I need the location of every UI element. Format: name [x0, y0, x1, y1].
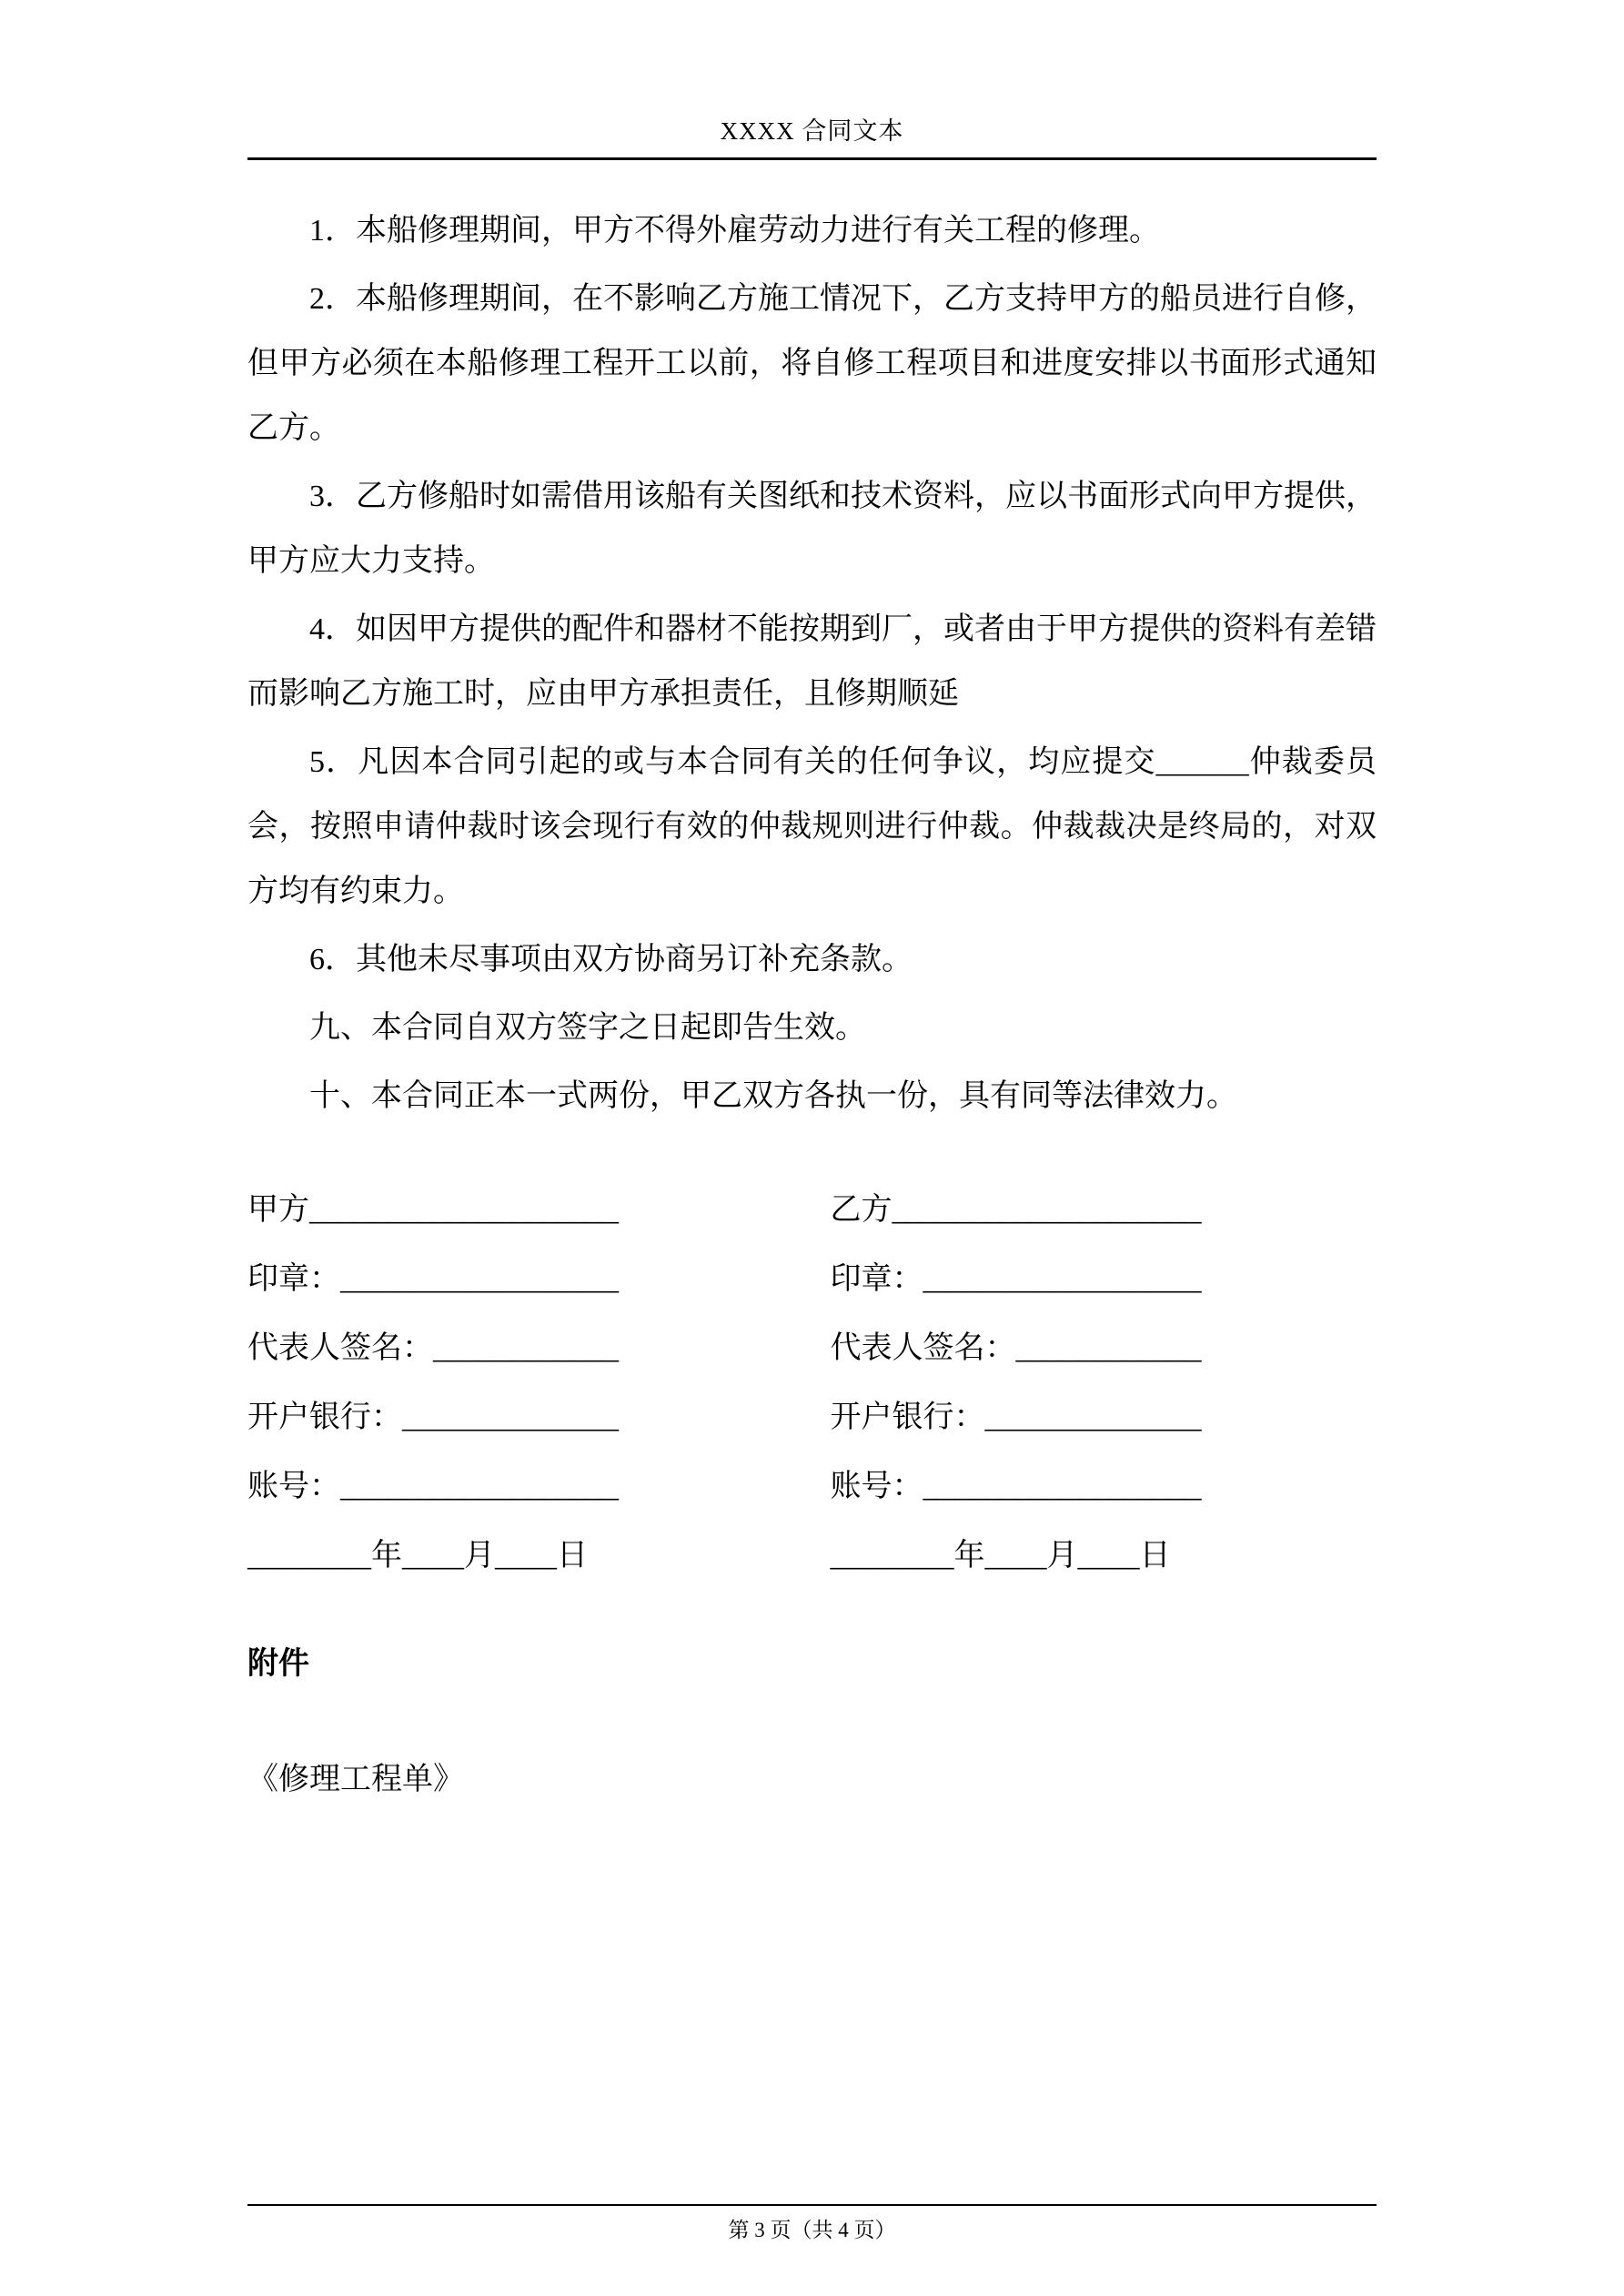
party-a-account-line: 账号：__________________: [247, 1470, 619, 1503]
attachment-item: 《修理工程单》: [247, 1763, 464, 1796]
paragraph-clause-2: 2．本船修理期间，在不影响乙方施工情况下，乙方支持甲方的船员进行自修，但甲方必须在本船修理工程开工以前，将自修工程项目和进度安排以书面形式通知乙方。: [247, 282, 1377, 445]
party-b-seal-line: 印章：__________________: [830, 1262, 1202, 1296]
paragraph-clause-1: 1．本船修理期间，甲方不得外雇劳动力进行有关工程的修理。: [309, 214, 1160, 248]
paragraph-clause-4: 4．如因甲方提供的配件和器材不能按期到厂，或者由于甲方提供的资料有差错而影响乙方施工时，应由甲方承担责任，且修期顺延: [247, 612, 1377, 711]
party-b-name-line: 乙方____________________: [830, 1193, 1202, 1227]
party-a-seal-line: 印章：__________________: [247, 1262, 619, 1296]
page-number: 第 3 页（共 4 页）: [728, 2219, 896, 2241]
paragraph-clause-5: 5．凡因本合同引起的或与本合同有关的任何争议，均应提交______仲裁委员会，按照申请仲裁时该会现行有效的仲裁规则进行仲裁。仲裁裁决是终局的，对双方均有约束力。: [247, 745, 1377, 908]
paragraph-clause-3: 3．乙方修船时如需借用该船有关图纸和技术资料，应以书面形式向甲方提供，甲方应大力支持。: [247, 480, 1377, 578]
party-b-signature-block: [831, 1176, 1377, 1591]
party-a-signature-block: [247, 1176, 794, 1591]
header-title: XXXX 合同文本: [720, 117, 904, 145]
paragraph-article-10: 十、本合同正本一式两份，甲乙双方各执一份，具有同等法律效力。: [309, 1079, 1237, 1113]
party-a-bank-line: 开户银行：______________: [247, 1401, 619, 1434]
paragraph-article-9: 九、本合同自双方签字之日起即告生效。: [309, 1011, 866, 1045]
page-footer: [247, 2204, 1377, 2243]
party-b-date-line: ________年____月____日: [830, 1539, 1171, 1573]
party-b-bank-line: 开户银行：______________: [830, 1401, 1202, 1434]
party-a-name-line: 甲方____________________: [247, 1193, 619, 1227]
paragraph-clause-6: 6．其他未尽事项由双方协商另订补充条款。: [309, 943, 913, 976]
page-header: [247, 0, 1377, 160]
contract-body: [247, 198, 1377, 1128]
signature-section: [247, 1176, 1377, 1591]
attachment-section: [247, 1638, 1377, 1798]
party-b-account-line: 账号：__________________: [830, 1470, 1202, 1503]
party-b-representative-line: 代表人签名：____________: [830, 1331, 1202, 1365]
party-a-representative-line: 代表人签名：____________: [247, 1331, 619, 1365]
attachment-heading: 附件: [247, 1647, 309, 1681]
party-a-date-line: ________年____月____日: [247, 1539, 588, 1573]
